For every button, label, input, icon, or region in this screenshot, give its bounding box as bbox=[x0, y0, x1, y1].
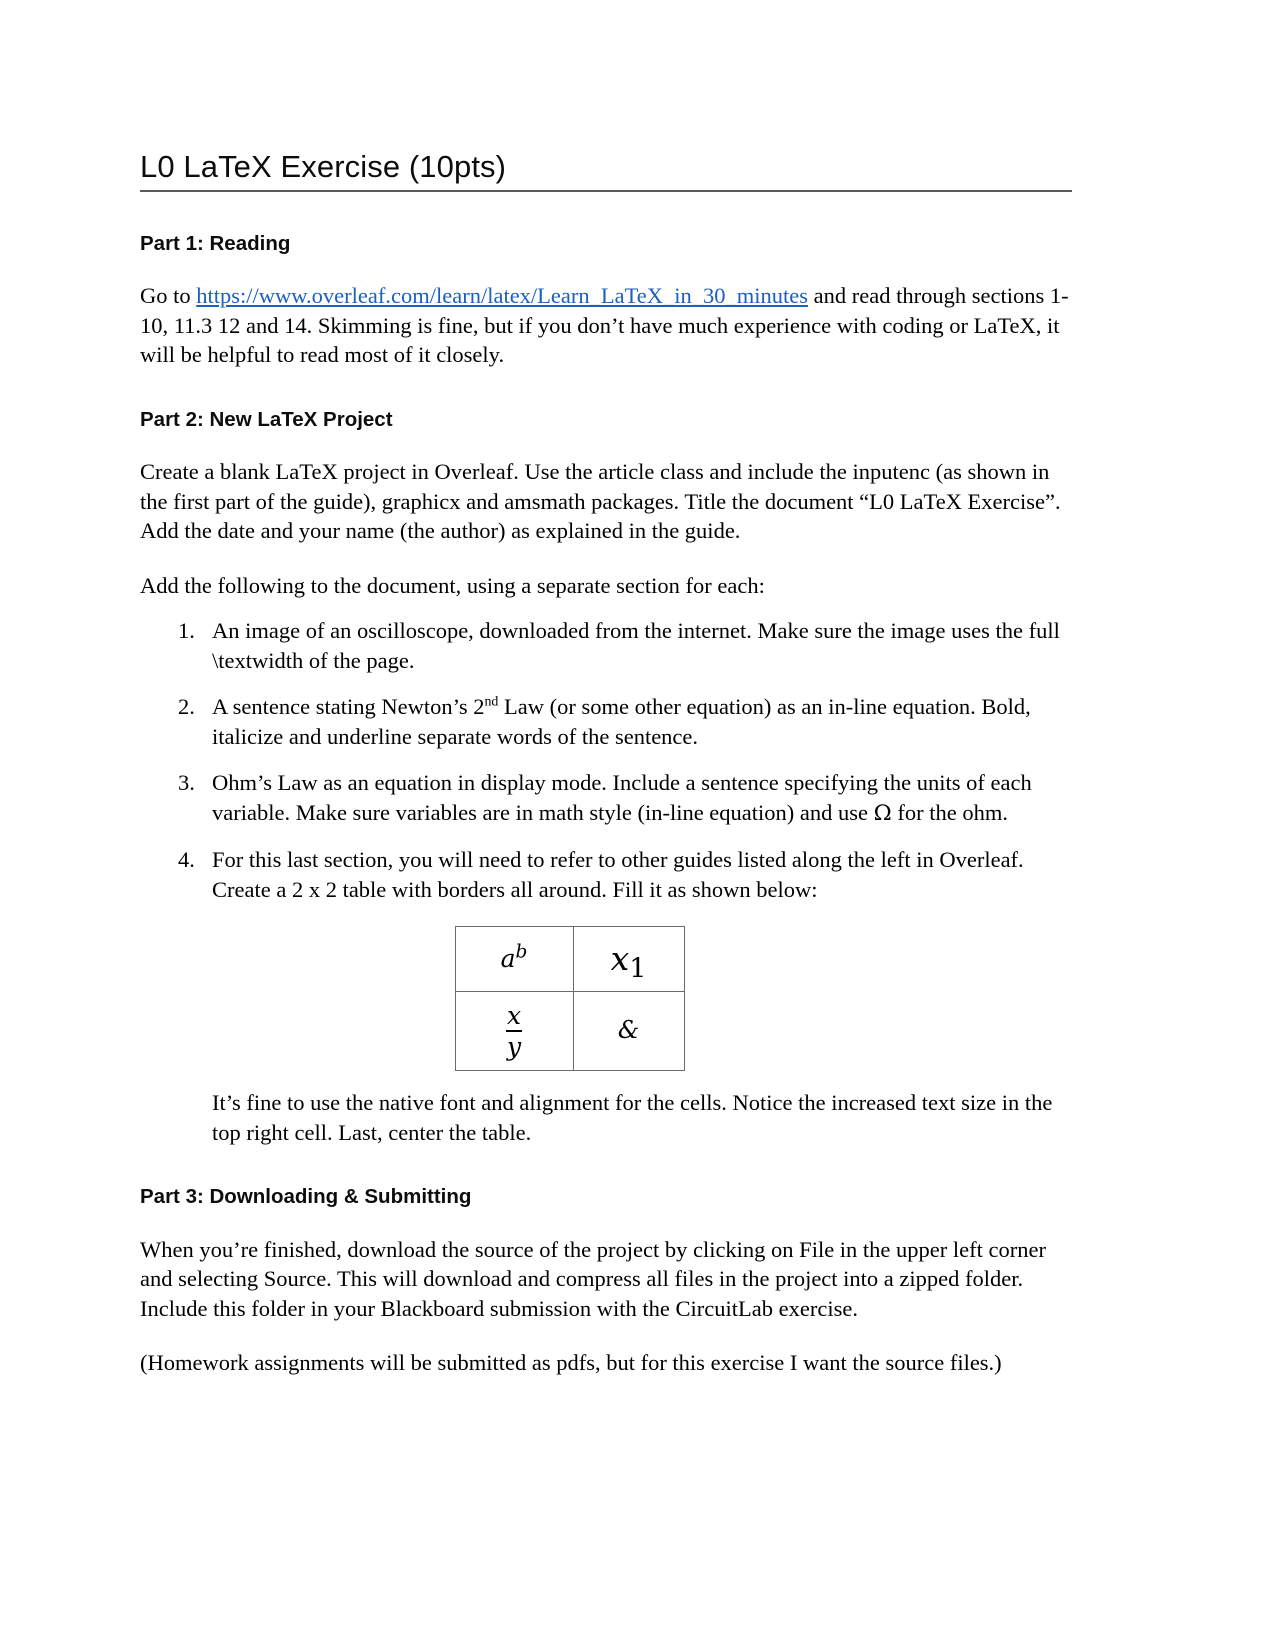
task-item-4-text: For this last section, you will need to refer to other guides listed along the left in Overleaf. Create a 2 x 2 table with borders all around. Fill it as shown below: bbox=[212, 847, 1024, 902]
cell-base-a: a bbox=[500, 943, 516, 973]
document-content bbox=[140, 150, 1072, 1377]
cell-superscript-b: b bbox=[515, 941, 528, 963]
table-cell-x-sub-1 bbox=[573, 927, 684, 992]
task-list-item-1 bbox=[140, 616, 1072, 675]
paragraph-part-3-instructions: When you’re finished, download the source of the project by clicking on File in the upper left corner and selecting Source. This will download and compress all files in the project into a zipped folder. Include this folder in your Blackboard submission with the CircuitLab exercise. bbox=[140, 1236, 1046, 1321]
task-list-item-3 bbox=[140, 768, 1072, 828]
spacer bbox=[140, 432, 1072, 457]
heading-part-2: Part 2: New LaTeX Project bbox=[140, 407, 393, 431]
overleaf-learn-link[interactable]: https://www.overleaf.com/learn/latex/Learn_LaTeX_in_30_minutes bbox=[196, 283, 809, 309]
table-row bbox=[455, 992, 684, 1071]
paragraph-part-1-pre-text: Go to bbox=[140, 283, 197, 309]
paragraph-part-3-note: (Homework assignments will be submitted as pdfs, but for this exercise I want the source files.) bbox=[140, 1350, 1002, 1375]
paragraph-part-1-post-text: and read through sections 1-10, 11.3 12 and 14. Skimming is fine, but if you don’t have much experience with coding or LaTeX, it will be helpful to read most of it closely. bbox=[140, 283, 1069, 368]
ordinal-superscript-nd: nd bbox=[484, 694, 499, 710]
spacer bbox=[140, 1147, 1072, 1185]
task-list bbox=[140, 616, 1072, 1071]
task-item-3-text-before: Ohm’s Law as an equation in display mode. Include a sentence specifying the units of each variable. Make sure variables are in math style (in-line equation) and use bbox=[212, 770, 1032, 825]
spacer bbox=[140, 1323, 1072, 1348]
paragraph-part-1-intro bbox=[140, 281, 1072, 369]
spacer bbox=[140, 192, 1072, 232]
fraction-numerator: x bbox=[506, 1001, 522, 1031]
cell-subscript-1: 1 bbox=[629, 954, 647, 986]
spacer bbox=[140, 370, 1072, 408]
table-row bbox=[455, 927, 684, 992]
task-item-3-text-after: for the ohm. bbox=[891, 799, 1008, 825]
spacer bbox=[140, 600, 1072, 616]
spacer bbox=[140, 256, 1072, 281]
table-cell-ampersand: & bbox=[573, 992, 684, 1071]
spacer bbox=[140, 546, 1072, 571]
spacer bbox=[140, 1210, 1072, 1235]
paragraph-part-2-list-lead: Add the following to the document, using a separate section for each: bbox=[140, 572, 765, 598]
paragraph-part-2-intro: Create a blank LaTeX project in Overleaf. Use the article class and include the inputenc (as shown in the first part of the guide), graphicx and amsmath packages. Title the document “L0 LaTeX Exercise”. Add the date and your name (the author) as explained in the guide. bbox=[140, 459, 1061, 544]
math-example-table bbox=[455, 926, 685, 1071]
heading-part-3: Part 3: Downloading & Submitting bbox=[140, 1185, 472, 1208]
task-list-item-4 bbox=[140, 845, 1072, 1071]
cell-base-x: x bbox=[610, 939, 630, 979]
omega-symbol: Ω bbox=[873, 800, 892, 826]
task-list-item-2 bbox=[140, 692, 1072, 751]
table-note-text: It’s fine to use the native font and alignment for the cells. Notice the increased text size in the top right cell. Last, center the table. bbox=[212, 1090, 1053, 1145]
math-table-container bbox=[212, 926, 1072, 1071]
table-cell-fraction-x-over-y bbox=[455, 992, 573, 1071]
page-title: L0 LaTeX Exercise (10pts) bbox=[140, 150, 1072, 192]
table-cell-a-power-b bbox=[455, 927, 573, 992]
fraction bbox=[503, 1003, 525, 1059]
task-item-1-text: An image of an oscilloscope, downloaded from the internet. Make sure the image uses the full \textwidth of the page. bbox=[212, 618, 1060, 673]
fraction-denominator: y bbox=[506, 1031, 522, 1061]
heading-part-1: Part 1: Reading bbox=[140, 231, 291, 255]
task-item-2-text-before: A sentence stating Newton’s 2 bbox=[212, 694, 485, 720]
task-item-2-text-after: Law (or some other equation) as an in-line equation. Bold, italicize and underline separate words of the sentence. bbox=[212, 694, 1031, 749]
